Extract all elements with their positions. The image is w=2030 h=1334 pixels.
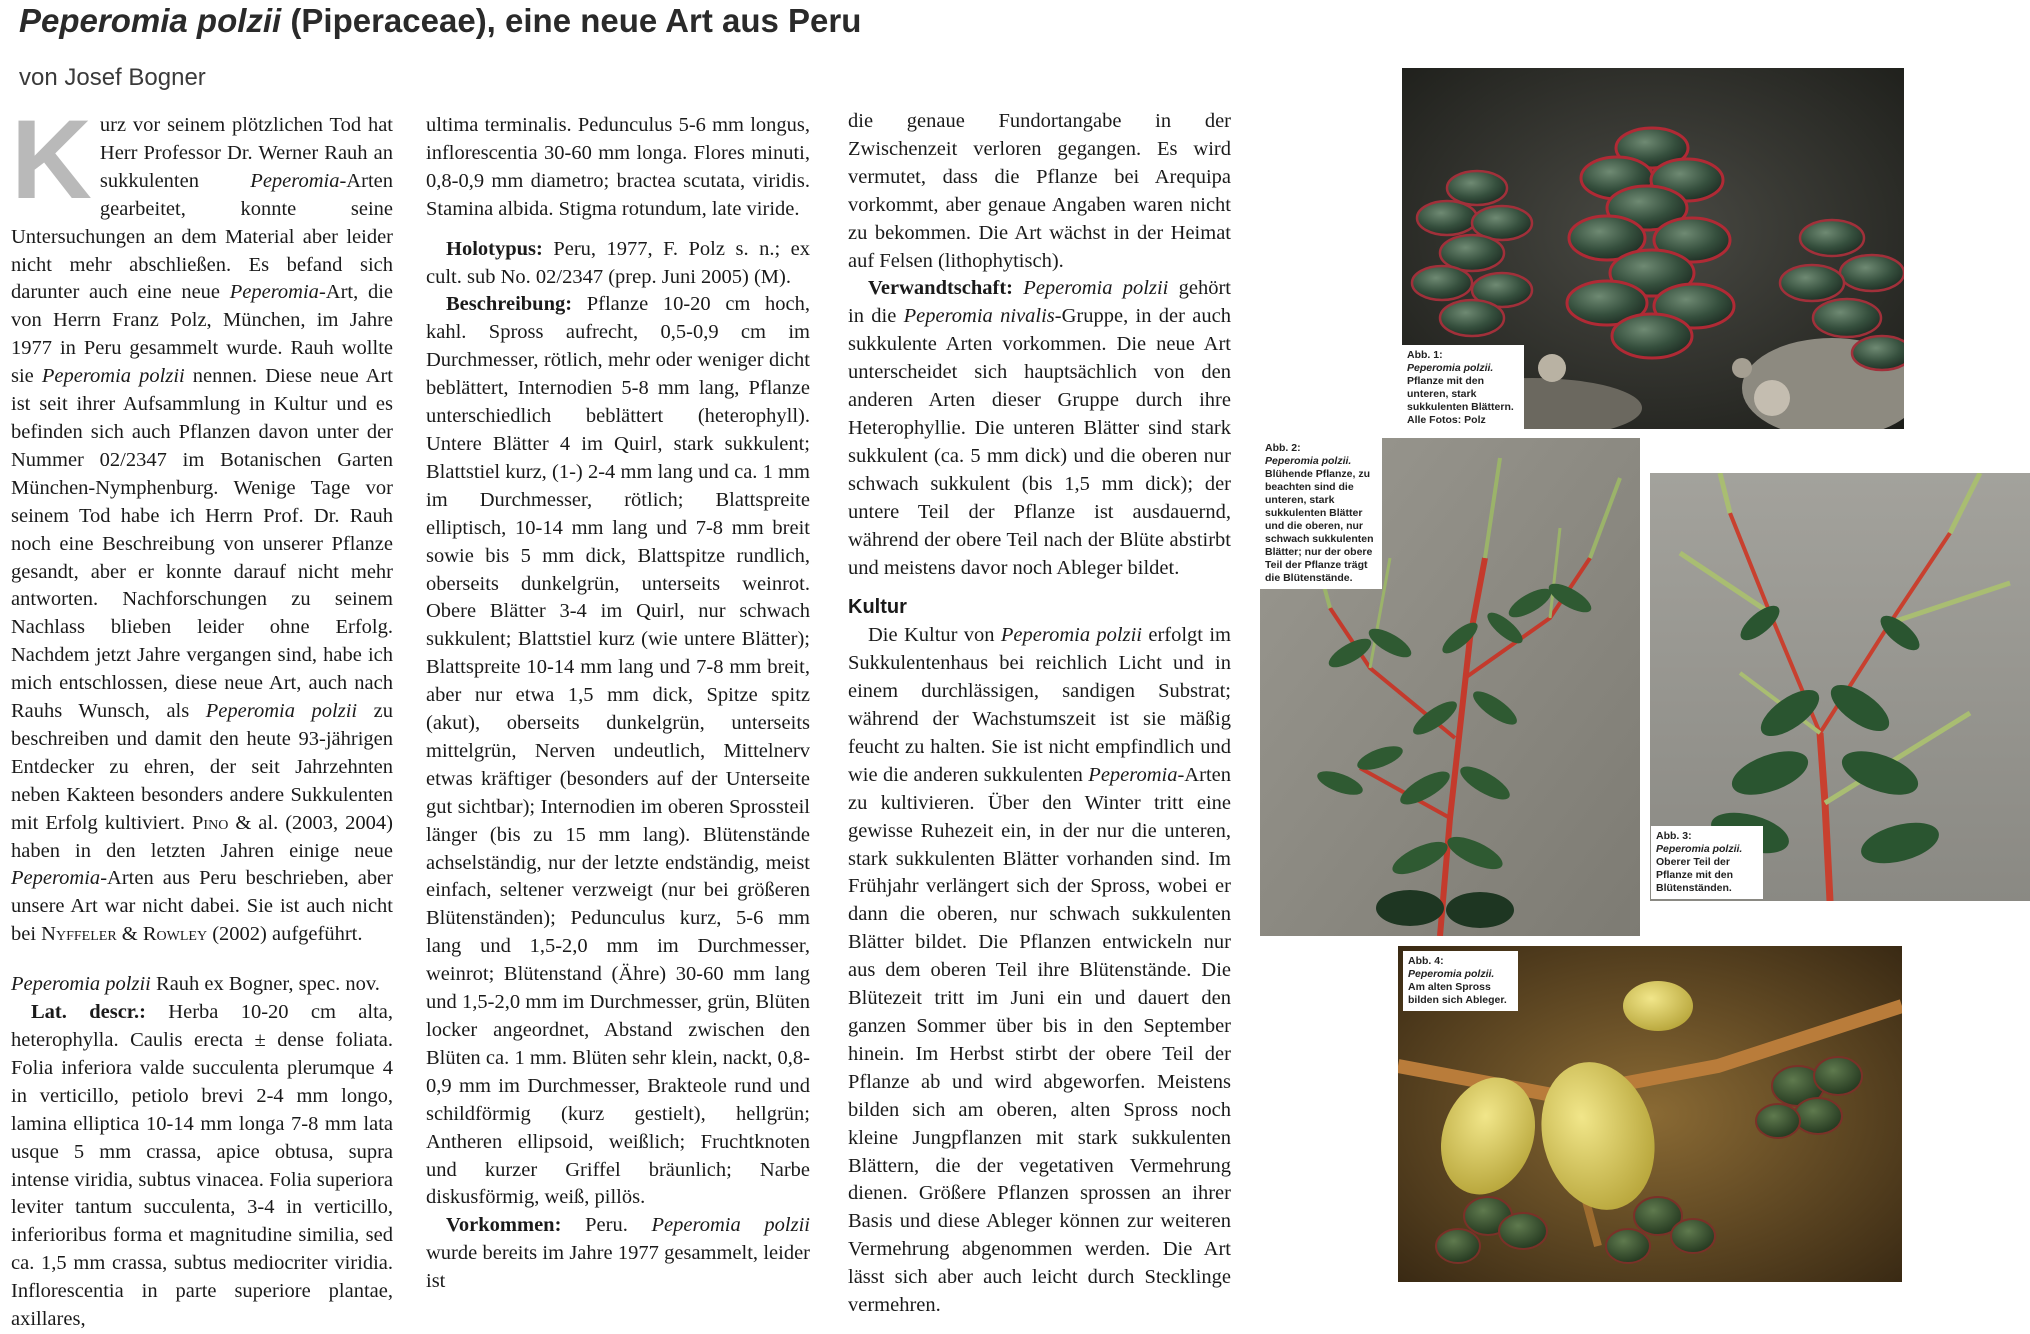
title-rest: (Piperaceae), eine neue Art aus Peru xyxy=(281,2,862,39)
figure-4-caption xyxy=(1403,951,1518,1011)
figure-2-caption xyxy=(1260,438,1382,589)
figure-1-caption xyxy=(1402,345,1524,431)
caption-label: Abb. 2: xyxy=(1265,442,1301,454)
text-run: Rauh ex Bogner, spec. nov. xyxy=(150,973,380,996)
text-run: -Art, die von Herrn Franz Polz, München, im Jahre 1977 in Peru gesammelt wurde. Rauh wollte sie xyxy=(11,281,393,388)
caption-label: Abb. 3: xyxy=(1656,830,1692,842)
text-run: gehört in die xyxy=(848,277,1231,328)
text-run: & al. (2003, 2004) haben in den letzten Jahren einige neue xyxy=(11,811,393,862)
text-run: Peperomia polzii xyxy=(1000,624,1143,647)
drop-cap: K xyxy=(11,97,92,222)
text-run: -Gruppe, in der auch sukkulente Arten vorkommen. Die neue Art unterscheidet sich hauptsächlich von den anderen Arten dieser Gruppe durch ihre Heterophyllie. Die unteren Blätter sind stark sukkulent (ca. 5 mm dick) und die oberen nur schwach sukkulent (bis 1,5 mm dick); der untere Teil der Pflanze ist ausdauernd, während der obere Teil nach der Blüte abstirbt und meistens davor noch Ableger bildet. xyxy=(848,305,1231,579)
text-run: Pflanze 10-20 cm hoch, kahl. Spross aufrecht, 0,5-0,9 cm im Durchmesser, rötlich, mehr oder weniger dicht beblättert, Internodien 5-8 mm lang, Pflanze unterschiedlich beblättert (heterophyll). Untere Blätter 4 im Quirl, stark sukkulent; Blattstiel kurz, (1-) 2-4 mm lang und ca. 1 mm im Durchmesser, rötlich; Blattspreite elliptisch, 10-14 mm lang und 7-8 mm breit sowie bis 5 mm dick, Blattspitze rundlich, oberseits dunkelgrün, unterseits weinrot. Obere Blätter 3-4 im Quirl, nur schwach sukkulent; Blattstiel kurz (wie untere Blätter); Blattspreite 10-14 mm lang und 7-8 mm breit, aber nur etwa 1,5 mm dick, Spitze spitz (akut), oberseits dunkelgrün, unterseits mittelgrün, Nerven undeutlich, Mittelnerv etwas kräftiger (besonders auf der Unterseite gut sichtbar); Internodien im oberen Sprossteil länger (bis zu 15 mm lang). Blütenstände achselständig, nur der letzte endständig, meist einfach, seltener verzweigt (nur bei größeren Blütenständen); Pedunculus kurz, 5-6 mm lang und 1,5-2,0 mm im Durchmesser, weinrot; Blütenstand (Ähre) 30-60 mm lang und 1,5-2,0 mm im Durchmesser, grün, Blüten locker angeordnet, Abstand zwischen den Blüten ca. 1 mm. Blüten sehr klein, nackt, 0,8-0,9 mm im Durchmesser, Brakteole rund und schildförmig (kurz gestielt), hellgrün; Antheren ellipsoid, weißlich; Fruchtknoten und kurzer Griffel bräunlich; Narbe diskusförmig, weiß, pillös. xyxy=(426,293,810,1209)
text-column-1 xyxy=(11,97,393,1334)
distribution-continuation-paragraph: die genaue Fundortangabe in der Zwischenzeit verloren gegangen. Es wird vermutet, dass die Pflanze bei Arequipa vorkommt, aber genaue Angaben waren nicht zu bekommen. Die Art wächst in der Heimat auf Felsen (lithophytisch). xyxy=(848,110,1231,272)
text-run: Die Kultur von xyxy=(868,624,1001,647)
text-run: Holotypus: xyxy=(446,237,543,260)
latin-continuation-paragraph: ultima terminalis. Pedunculus 5-6 mm longus, inflorescentia 30-60 mm longa. Flores minuti, 0,8-0,9 mm diametro; bractea scutata, viridis. Stamina albida. Stigma rotundum, late viride. xyxy=(426,114,810,220)
holotypus-paragraph xyxy=(426,236,810,292)
figure-3-caption xyxy=(1651,826,1763,899)
relationship-paragraph xyxy=(848,275,1231,582)
caption-label: Abb. 1: xyxy=(1407,349,1443,361)
text-run: urz vor seinem plötzlichen Tod hat Herr Professor Dr. Werner Rauh an sukkulenten xyxy=(99,114,393,192)
text-run: zu beschreiben und damit den heute 93-jährigen Entdecker zu ehren, der seit Jahrzehnten neben Kakteen besonders andere Sukkulenten mit Erfolg kultiviert. xyxy=(11,700,393,834)
caption-species: Peperomia polzii. xyxy=(1408,968,1495,980)
cultivation-paragraph xyxy=(848,622,1231,1320)
text-run xyxy=(1013,277,1023,299)
article-title xyxy=(19,2,1319,40)
title-species: Peperomia polzii xyxy=(19,2,282,39)
distribution-paragraph xyxy=(426,1212,810,1296)
text-run: & xyxy=(116,923,143,946)
text-run: Peperomia xyxy=(1088,763,1178,786)
text-run: wurde bereits im Jahre 1977 gesammelt, leider ist xyxy=(426,1242,810,1293)
intro-paragraph xyxy=(11,97,393,949)
article-author: von Josef Bogner xyxy=(19,64,206,91)
text-run: Vorkommen: xyxy=(446,1214,562,1237)
text-run: Peperomia nivalis xyxy=(903,305,1055,328)
text-run: Pino xyxy=(192,811,229,834)
section-heading-kultur: Kultur xyxy=(848,596,907,619)
caption-species: Peperomia polzii. xyxy=(1656,843,1743,855)
text-run: Beschreibung: xyxy=(446,293,573,316)
text-run: -Arten gearbeitet, konnte seine Untersuchungen an dem Material aber leider nicht mehr abschließen. Es befand sich darunter auch eine neue xyxy=(11,169,393,304)
text-run: (2002) aufgeführt. xyxy=(207,923,363,946)
text-run: Peperomia xyxy=(11,867,101,890)
species-heading-paragraph xyxy=(11,971,393,999)
description-paragraph xyxy=(426,291,810,1212)
caption-text: Blühende Pflanze, zu beachten sind die unteren, stark sukkulenten Blätter und die oberen, nur schwach sukkulenten Blätter; nur der obere Teil der Pflanze trägt die Blütenstände. xyxy=(1265,468,1374,584)
text-run: nennen. Diese neue Art ist seit ihrer Aufsammlung in Kultur und es befinden sich auch Pflanzen davon unter der Nummer 02/2347 im Botanischen Garten München-Nymphenburg. Wenige Tage vor seinem Tod habe ich Herrn Prof. Dr. Rauh noch eine Beschreibung von unserer Pflanze gesandt, aber er konnte darauf nicht mehr antworten. Nachforschungen zu seinem Nachlass blieben leider ohne Erfolg. Nachdem jetzt Jahre vergangen sind, habe ich mich entschlossen, diese neue Art, auch nach Rauhs Wunsch, als xyxy=(11,365,393,723)
caption-species: Peperomia polzii. xyxy=(1265,455,1352,467)
text-run: Lat. descr.: xyxy=(31,1001,146,1024)
text-column-3 xyxy=(848,108,1231,1320)
text-run: Peperomia xyxy=(229,281,319,304)
caption-text: Pflanze mit den unteren, stark sukkulenten Blättern. Alle Fotos: Polz xyxy=(1407,375,1514,426)
text-run: Peru, 1977, F. Polz s. n.; ex cult. sub No. 02/2347 (prep. Juni 2005) (M). xyxy=(426,237,810,288)
text-run: Peperomia xyxy=(250,169,340,192)
text-column-2 xyxy=(426,112,810,1296)
text-run: Peru. xyxy=(561,1214,652,1237)
text-run: Verwandtschaft: xyxy=(868,277,1014,300)
caption-text: Am alten Spross bilden sich Ableger. xyxy=(1408,981,1507,1006)
text-run: Nyffeler xyxy=(41,923,117,946)
text-run: -Arten zu kultivieren. Über den Winter tritt eine gewisse Ruhezeit ein, in der nur die unteren, stark sukkulenten Blätter vorhanden sind. Im Frühjahr verlängert sich der Spross, wobei er dann die oberen, nur schwach sukkulenten Blätter bildet. Die Pflanzen entwickeln nur aus dem oberen Teil ihre Blütenstände. Die Blütezeit tritt im Juni ein und dauert den ganzen Sommer über bis in den September hinein. Im Herbst stirbt der obere Teil der Pflanze ab und wird abgeworfen. Meistens bilden sich am oberen, alten Spross noch kleine Jungpflanzen mit stark sukkulenten Blättern, die der vegetativen Vermehrung dienen. Größere Pflanzen sprossen an ihrer Basis und diese Ableger können zur weiteren Vermehrung abgenommen werden. Die Art lässt sich aber auch leicht durch Stecklinge vermehren. xyxy=(848,763,1231,1317)
text-run: Peperomia polzii xyxy=(205,700,358,723)
text-run: Peperomia polzii xyxy=(11,973,151,996)
text-run: erfolgt im Sukkulentenhaus bei reichlich Licht und in einem durchlässigen, sandigen Substrat; während der Wachstumszeit ist sie mäßig feucht zu halten. Sie ist nicht empfindlich und wie die anderen sukkulenten xyxy=(848,624,1231,786)
text-run: Peperomia polzii xyxy=(651,1214,810,1237)
text-run: Peperomia polzii xyxy=(1023,277,1169,300)
latin-description-paragraph xyxy=(11,999,393,1334)
caption-text: Oberer Teil der Pflanze mit den Blütenständen. xyxy=(1656,856,1734,894)
text-run: Herba 10-20 cm alta, heterophylla. Caulis erecta ± dense foliata. Folia inferiora valde succulenta plerumque 4 in verticillo, petiolo brevi 2-4 mm longo, lamina elliptica 10-14 mm longa 7-8 mm lata usque 5 mm crassa, apice obtusa, supra intense viridia, subtus vinacea. Folia superiora leviter tantum succulenta, 3-4 in verticillo, inferioribus forma et magnitudine similia, sed ca. 1,5 mm crassa, subtus mediocriter viridia. Inflorescentia in parte superiore plantae, axillares, xyxy=(11,1001,393,1331)
caption-species: Peperomia polzii. xyxy=(1407,362,1494,374)
caption-label: Abb. 4: xyxy=(1408,955,1444,967)
text-run: Rowley xyxy=(142,923,208,946)
text-run: -Arten aus Peru beschrieben, aber unsere Art war nicht dabei. Sie ist auch nicht bei xyxy=(11,867,393,946)
text-run: Peperomia polzii xyxy=(41,365,185,388)
